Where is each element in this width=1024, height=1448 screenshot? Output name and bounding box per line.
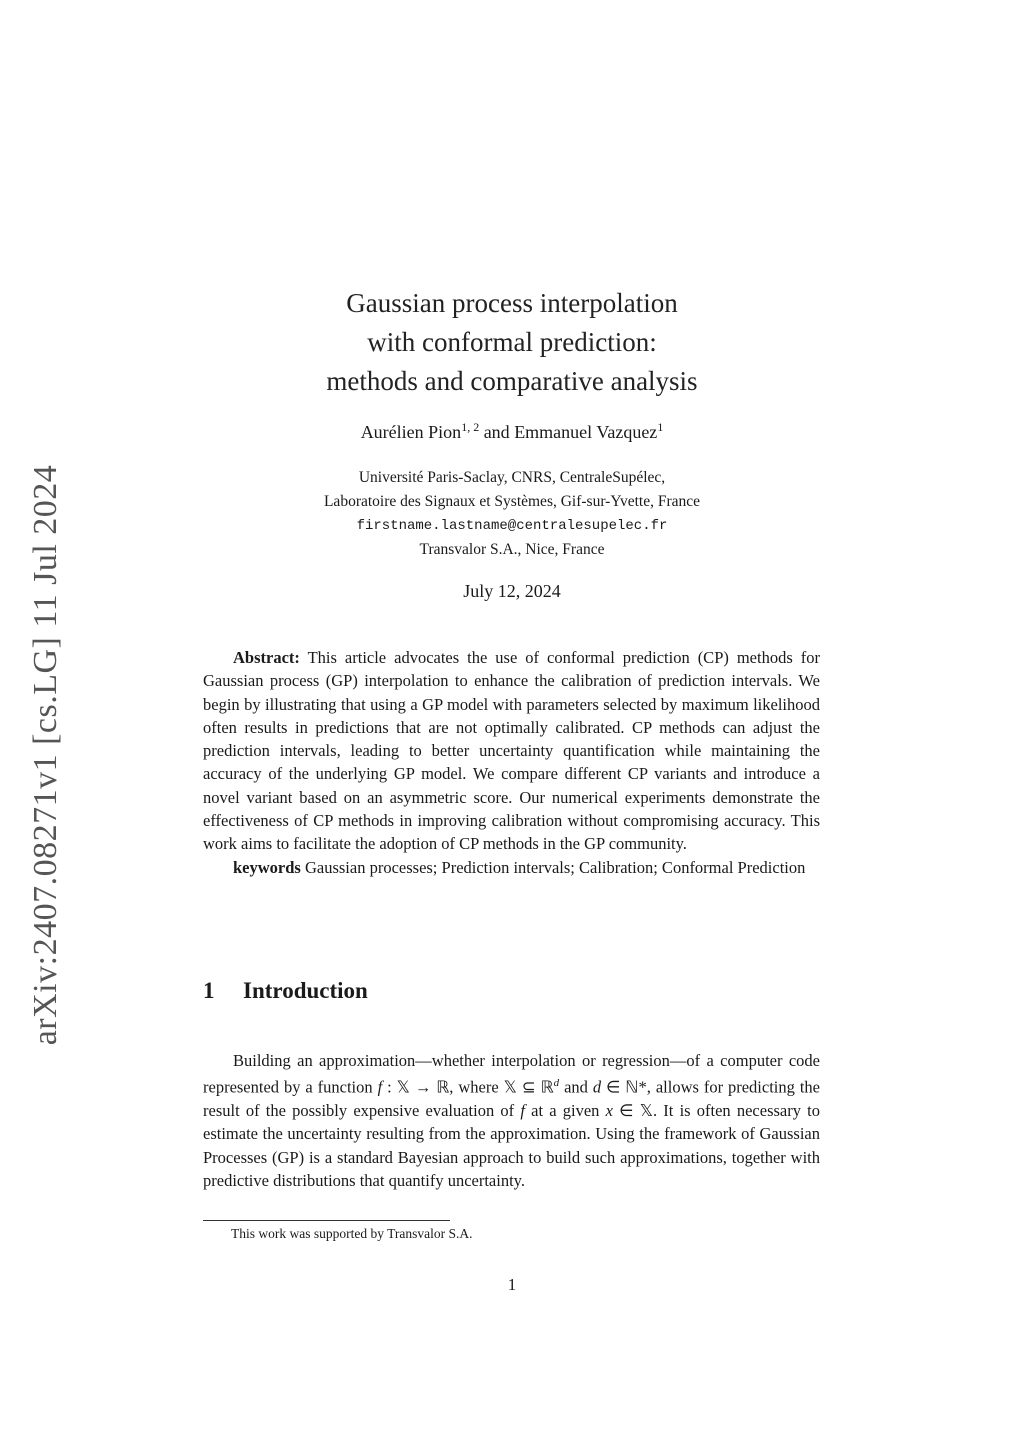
keywords-label: keywords [233,857,301,877]
intro-text-4: at a given [524,1101,606,1121]
author-list [200,420,824,444]
affiliation-line-1: Université Paris-Saclay, CNRS, CentraleSupélec, [358,469,666,486]
affiliations [200,466,824,562]
author-conjunction: and [479,422,515,442]
math-d: d [592,1077,602,1097]
arxiv-identifier: arXiv:2407.08271v1 [cs.LG] 11 Jul 2024 [27,464,64,1046]
intro-text-3: ∈ ℕ*, allows for predicting the result of the possibly expensive evaluation of [203,1077,820,1121]
abstract-paragraph [203,646,820,856]
keywords-paragraph [203,856,820,879]
footnote-divider [203,1220,450,1221]
footnote: This work was supported by Transvalor S.A. [231,1226,473,1241]
intro-text-2: and [559,1077,593,1097]
intro-text-1: Building an approximation—whether interpolation or regression—of a computer code represented by a function [203,1051,820,1097]
section-number: 1 [203,978,215,1003]
author-email: firstname.lastname@centralesupelec.fr [356,518,668,534]
title-line-2: with conformal prediction: [367,327,657,357]
title-line-1: Gaussian process interpolation [346,288,678,318]
affiliation-line-2: Laboratoire des Signaux et Systèmes, Gif-sur-Yvette, France [323,493,701,510]
author-1-affiliation-mark: 1, 2 [461,420,480,434]
paper-title [200,284,824,401]
abstract [203,646,820,879]
author-1-name: Aurélien Pion [360,422,462,442]
author-2-affiliation-mark: 1 [657,420,664,434]
intro-math-map: : 𝕏 → ℝ, where 𝕏 ⊆ ℝ [382,1077,554,1097]
math-f: f [377,1077,383,1097]
section-title: Introduction [243,978,368,1003]
page-number: 1 [507,1275,517,1294]
section-heading [203,978,368,1004]
keywords-text: Gaussian processes; Prediction intervals; Calibration; Conformal Prediction [300,857,806,877]
title-line-3: methods and comparative analysis [326,366,698,396]
abstract-label: Abstract: [233,648,300,667]
paper-date: July 12, 2024 [463,581,561,601]
math-x: x [605,1101,613,1121]
math-sup-d: d [553,1077,560,1090]
affiliation-line-4: Transvalor S.A., Nice, France [419,541,605,558]
introduction-body [203,1049,820,1192]
abstract-text: This article advocates the use of conformal prediction (CP) methods for Gaussian process (GP) interpolation to enhance the calibration of prediction intervals. We begin by illustrating that using a GP model with parameters selected by maximum likelihood often results in predictions that are not optimally calibrated. CP methods can adjust the prediction intervals, leading to better uncertainty quantification while maintaining the accuracy of the underlying GP model. We compare different CP variants and introduce a novel variant based on an asymmetric score. Our numerical experiments demonstrate the effectiveness of CP methods in improving calibration without compromising accuracy. This work aims to facilitate the adoption of CP methods in the GP community. [203,648,820,854]
math-f-2: f [520,1101,525,1121]
intro-paragraph [203,1049,820,1192]
author-2-name: Emmanuel Vazquez [514,422,658,442]
intro-text-5: ∈ 𝕏. It is often necessary to estimate the uncertainty resulting from the approximation. Using the framework of Gaussian Processes (GP) is a standard Bayesian approach to build such approximations, together with predictive distributions that quantify uncertainty. [203,1101,821,1190]
